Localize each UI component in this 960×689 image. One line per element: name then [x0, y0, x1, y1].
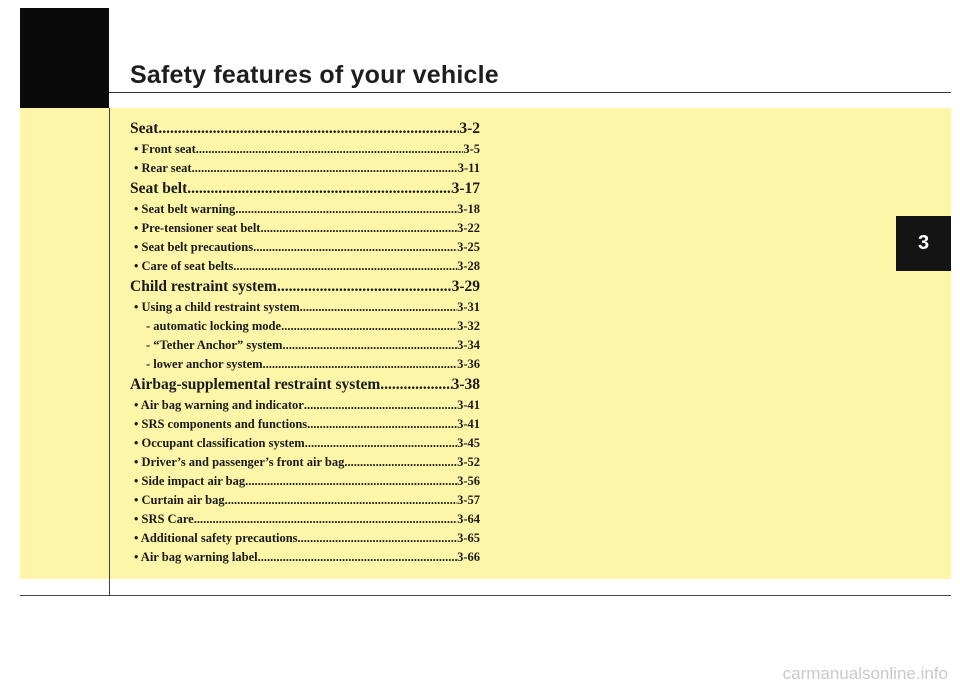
toc-entry-page: 3-45 [457, 436, 480, 450]
toc-entry-label: • Care of seat belts [134, 259, 234, 273]
toc-leader-dots [263, 355, 458, 374]
toc-entry-page: 3-56 [457, 474, 480, 488]
toc-entry-label: • Pre-tensioner seat belt [134, 221, 261, 235]
toc-entry-14[interactable] [130, 374, 480, 396]
toc-leader-dots [192, 159, 458, 178]
toc-entry-label: Child restraint system [130, 278, 277, 295]
toc-entry-label: Airbag-supplemental restraint system [130, 376, 381, 393]
toc-leader-dots [158, 118, 459, 140]
toc-entry-label: - lower anchor system [146, 357, 263, 371]
toc-entry-page: 3-29 [451, 278, 480, 295]
toc-entry-label: • Front seat [134, 142, 196, 156]
toc-leader-dots [196, 140, 464, 159]
toc-entry-label: Seat [130, 120, 159, 137]
toc-leader-dots [233, 257, 457, 276]
toc-entry-2[interactable] [130, 140, 480, 159]
toc-entry-22[interactable] [130, 529, 480, 548]
toc-entry-label: - automatic locking mode [146, 319, 282, 333]
toc-entry-page: 3-5 [463, 142, 480, 156]
toc-leader-dots [305, 434, 457, 453]
toc-entry-label: • Seat belt precautions [134, 240, 254, 254]
toc-entry-18[interactable] [130, 453, 480, 472]
toc-entry-7[interactable] [130, 238, 480, 257]
toc-entry-label: • Rear seat [134, 161, 192, 175]
toc-entry-page: 3-52 [457, 455, 480, 469]
toc-entry-16[interactable] [130, 415, 480, 434]
toc-leader-dots [187, 178, 451, 200]
table-of-contents [130, 118, 480, 567]
toc-entry-page: 3-57 [457, 493, 480, 507]
toc-entry-19[interactable] [130, 472, 480, 491]
footer-rule [20, 595, 951, 596]
toc-entry-label: Seat belt [130, 180, 188, 197]
toc-leader-dots [380, 374, 451, 396]
toc-entry-page: 3-38 [451, 376, 480, 393]
toc-entry-label: • Air bag warning and indicator [134, 398, 304, 412]
toc-leader-dots [245, 472, 457, 491]
toc-entry-label: • Side impact air bag [134, 474, 246, 488]
chapter-tab[interactable]: 3 [896, 216, 951, 271]
toc-entry-page: 3-18 [457, 202, 480, 216]
toc-leader-dots [277, 276, 452, 298]
toc-entry-1[interactable] [130, 118, 480, 140]
toc-leader-dots [298, 529, 458, 548]
toc-entry-10[interactable] [130, 298, 480, 317]
toc-entry-label: • Additional safety precautions [134, 531, 298, 545]
toc-entry-page: 3-25 [457, 240, 480, 254]
toc-entry-page: 3-11 [457, 161, 480, 175]
toc-entry-17[interactable] [130, 434, 480, 453]
toc-entry-page: 3-41 [457, 398, 480, 412]
toc-entry-11[interactable] [130, 317, 480, 336]
watermark: carmanualsonline.info [782, 664, 948, 683]
toc-leader-dots [258, 548, 457, 567]
toc-entry-page: 3-64 [457, 512, 480, 526]
toc-leader-dots [344, 453, 457, 472]
corner-black-block [20, 8, 109, 108]
toc-entry-page: 3-36 [457, 357, 480, 371]
toc-leader-dots [253, 238, 457, 257]
margin-divider [109, 108, 110, 595]
toc-entry-6[interactable] [130, 219, 480, 238]
toc-entry-4[interactable] [130, 178, 480, 200]
toc-entry-8[interactable] [130, 257, 480, 276]
toc-entry-page: 3-32 [457, 319, 480, 333]
toc-entry-page: 3-22 [457, 221, 480, 235]
toc-entry-page: 3-66 [457, 550, 480, 564]
toc-entry-15[interactable] [130, 396, 480, 415]
toc-entry-label: • Using a child restraint system [134, 300, 300, 314]
toc-leader-dots [260, 219, 457, 238]
toc-leader-dots [282, 336, 457, 355]
toc-leader-dots [307, 415, 457, 434]
toc-entry-9[interactable] [130, 276, 480, 298]
toc-leader-dots [304, 396, 457, 415]
toc-entry-page: 3-2 [459, 120, 480, 137]
toc-entry-label: • Air bag warning label [134, 550, 258, 564]
toc-entry-label: • Curtain air bag [134, 493, 225, 507]
toc-entry-5[interactable] [130, 200, 480, 219]
title-underline [109, 92, 951, 93]
toc-entry-13[interactable] [130, 355, 480, 374]
toc-entry-label: - “Tether Anchor” system [146, 338, 283, 352]
toc-entry-page: 3-41 [457, 417, 480, 431]
toc-leader-dots [281, 317, 457, 336]
toc-leader-dots [235, 200, 457, 219]
toc-entry-label: • Seat belt warning [134, 202, 236, 216]
toc-entry-23[interactable] [130, 548, 480, 567]
toc-entry-page: 3-17 [451, 180, 480, 197]
toc-entry-21[interactable] [130, 510, 480, 529]
toc-entry-page: 3-28 [457, 259, 480, 273]
toc-entry-3[interactable] [130, 159, 480, 178]
toc-leader-dots [225, 491, 457, 510]
toc-entry-page: 3-65 [457, 531, 480, 545]
page-title: Safety features of your vehicle [130, 61, 499, 89]
toc-leader-dots [300, 298, 457, 317]
toc-entry-page: 3-31 [457, 300, 480, 314]
toc-entry-12[interactable] [130, 336, 480, 355]
toc-entry-label: • Driver’s and passenger’s front air bag [134, 455, 345, 469]
toc-entry-label: • SRS components and functions [134, 417, 308, 431]
toc-entry-label: • SRS Care [134, 512, 194, 526]
toc-leader-dots [194, 510, 457, 529]
toc-entry-20[interactable] [130, 491, 480, 510]
toc-entry-page: 3-34 [457, 338, 480, 352]
toc-entry-label: • Occupant classification system [134, 436, 305, 450]
